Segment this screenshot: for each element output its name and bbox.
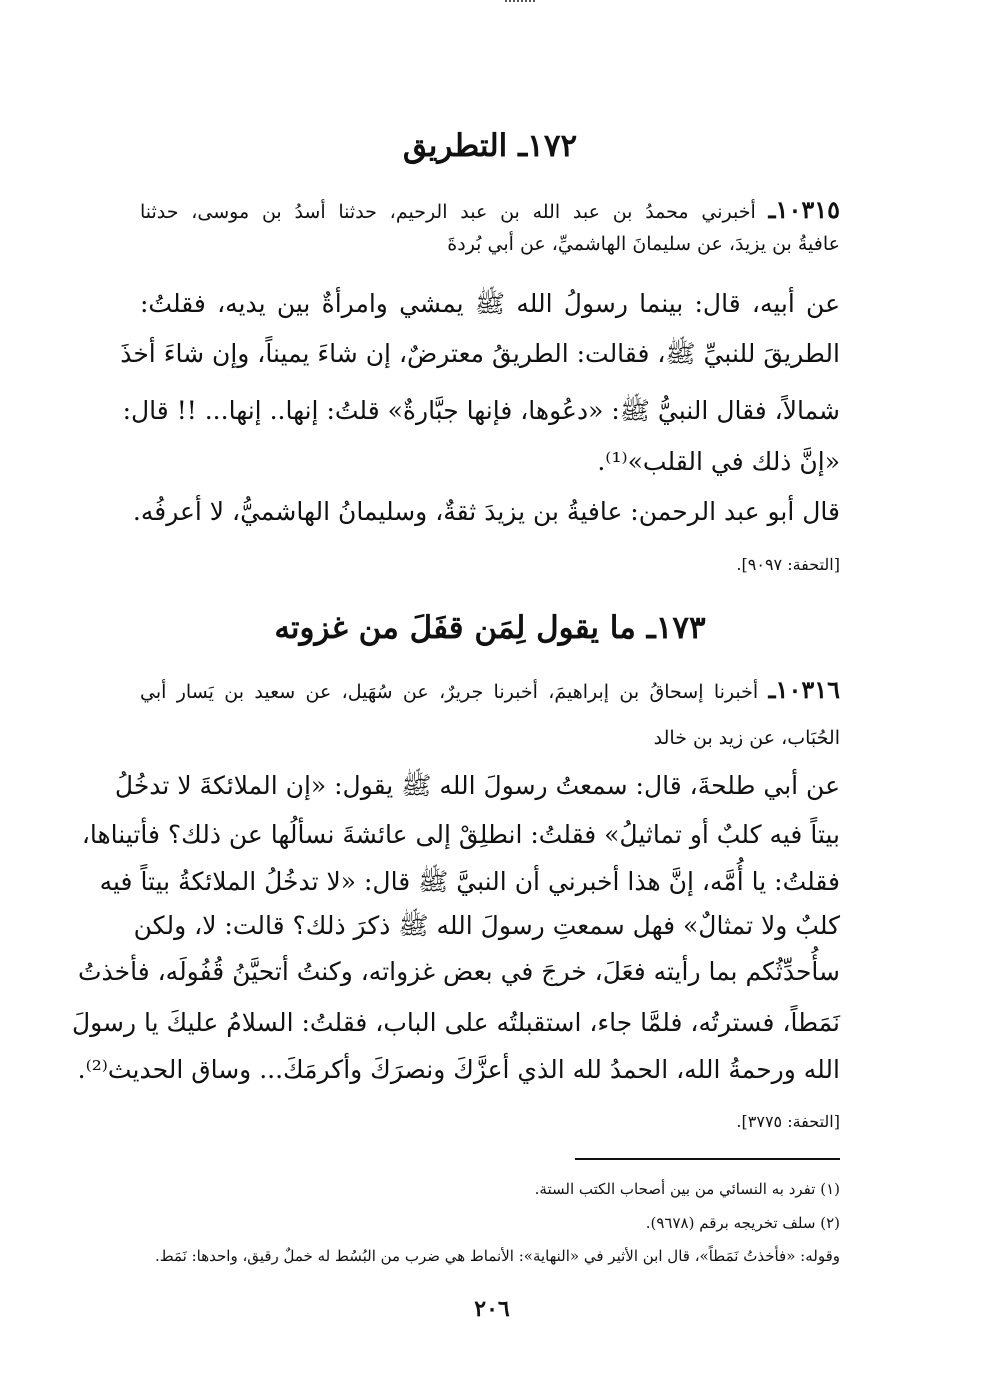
matn-line: فقلتُ: يا أُمَّه، إنَّ هذا أخبرني أن النبيَّ ﷺ قال: «لا تدخُلُ الملائكةُ بيتاً فيه: [99, 867, 840, 896]
matn-line: كلبٌ ولا تمثالٌ» فهل سمعتِ رسولَ الله ﷺ ذكرَ ذلك؟ قالت: لا، ولكن: [133, 911, 840, 940]
page-number: ٢٠٦: [474, 1296, 510, 1322]
footnote: وقوله: «فأخذتُ نَمَطاً»، قال ابن الأثير في «النهاية»: الأنماط هي ضرب من البُسُط له خملٌ رقيق، واحدها: نَمَط.: [154, 1247, 840, 1265]
footnote: (٢) سلف تخريجه برقم (٩٦٧٨).: [645, 1214, 840, 1232]
matn-line: نَمَطاً، فسترتُه، فلمَّا جاء، استقبلتُه على الباب، فقلتُ: السلامُ عليكَ يا رسولَ: [71, 1008, 840, 1037]
footnote: (١) تفرد به النسائي من بين أصحاب الكتب الستة.: [534, 1180, 840, 1198]
isnad-line: الحُبَاب، عن زيد بن خالد: [653, 727, 840, 749]
matn-line: الطريقَ للنبيِّ ﷺ، فقالت: الطريقُ معترضٌ، إن شاءَ يميناً، وإن شاءَ أخذَ: [120, 339, 840, 368]
hadith-number: ١٠٣١٦ـ: [768, 675, 840, 704]
isnad-line: عافيةُ بن يزيدَ، عن سليمانَ الهاشميِّ، عن أبي بُردةَ: [447, 233, 840, 255]
matn-line: سأُحدِّثُكم بما رأيته فعَلَ، خرجَ في بعض غزواته، وكنتُ أتحيَّنُ قُفُولَه، فأخذتُ: [77, 957, 840, 986]
chapter-heading-173: ١٧٣ـ ما يقول لِمَن قفَلَ من غزوته: [274, 610, 706, 646]
matn-line: شمالاً، فقال النبيُّ ﷺ: «دعُوها، فإنها جبَّارةٌ» قلتُ: إنها.. إنها... !! قال:: [122, 396, 840, 425]
isnad-text: أخبرنا إسحاقُ بن إبراهيمَ، أخبرنا جريرٌ، عن سُهَيل، عن سعيد بن يَسار أبي: [140, 681, 759, 703]
matn-line: بيتاً فيه كلبٌ أو تماثيلُ» فقلتُ: انطلِقْ إلى عائشةَ نسألُها عن ذلك؟ فأتيناها،: [81, 820, 840, 849]
hadith-number: ١٠٣١٥ـ: [768, 195, 840, 224]
matn-line: الله ورحمةُ الله، الحمدُ لله الذي أعزَّكَ ونصرَكَ وأكرمَكَ... وساق الحديث⁽²⁾.: [77, 1055, 840, 1084]
chapter-heading-172: ١٧٢ـ التطريق: [402, 128, 578, 164]
author-note: قال أبو عبد الرحمن: عافيةُ بن يزيدَ ثقةٌ، وسليمانُ الهاشميُّ، لا أعرفُه.: [132, 497, 840, 526]
isnad-text: أخبرني محمدُ بن عبد الله بن عبد الرحيم، حدثنا أسدُ بن موسى، حدثنا: [140, 201, 756, 223]
tuhfa-reference: [التحفة: ٣٧٧٥].: [736, 1112, 840, 1131]
footnote-divider: [575, 1158, 840, 1160]
tuhfa-reference: [التحفة: ٩٠٩٧].: [736, 555, 840, 574]
scan-mark: [505, 0, 535, 6]
matn-line: عن أبيه، قال: بينما رسولُ الله ﷺ يمشي وامرأةٌ بين يديه، فقلتُ:: [140, 289, 840, 318]
matn-line: عن أبي طلحةَ، قال: سمعتُ رسولَ الله ﷺ يقول: «إن الملائكةَ لا تدخُلُ: [114, 771, 840, 800]
isnad-line: [140, 675, 840, 704]
isnad-line: [140, 195, 840, 224]
matn-line: «إنَّ ذلك في القلب»⁽¹⁾.: [597, 447, 840, 476]
